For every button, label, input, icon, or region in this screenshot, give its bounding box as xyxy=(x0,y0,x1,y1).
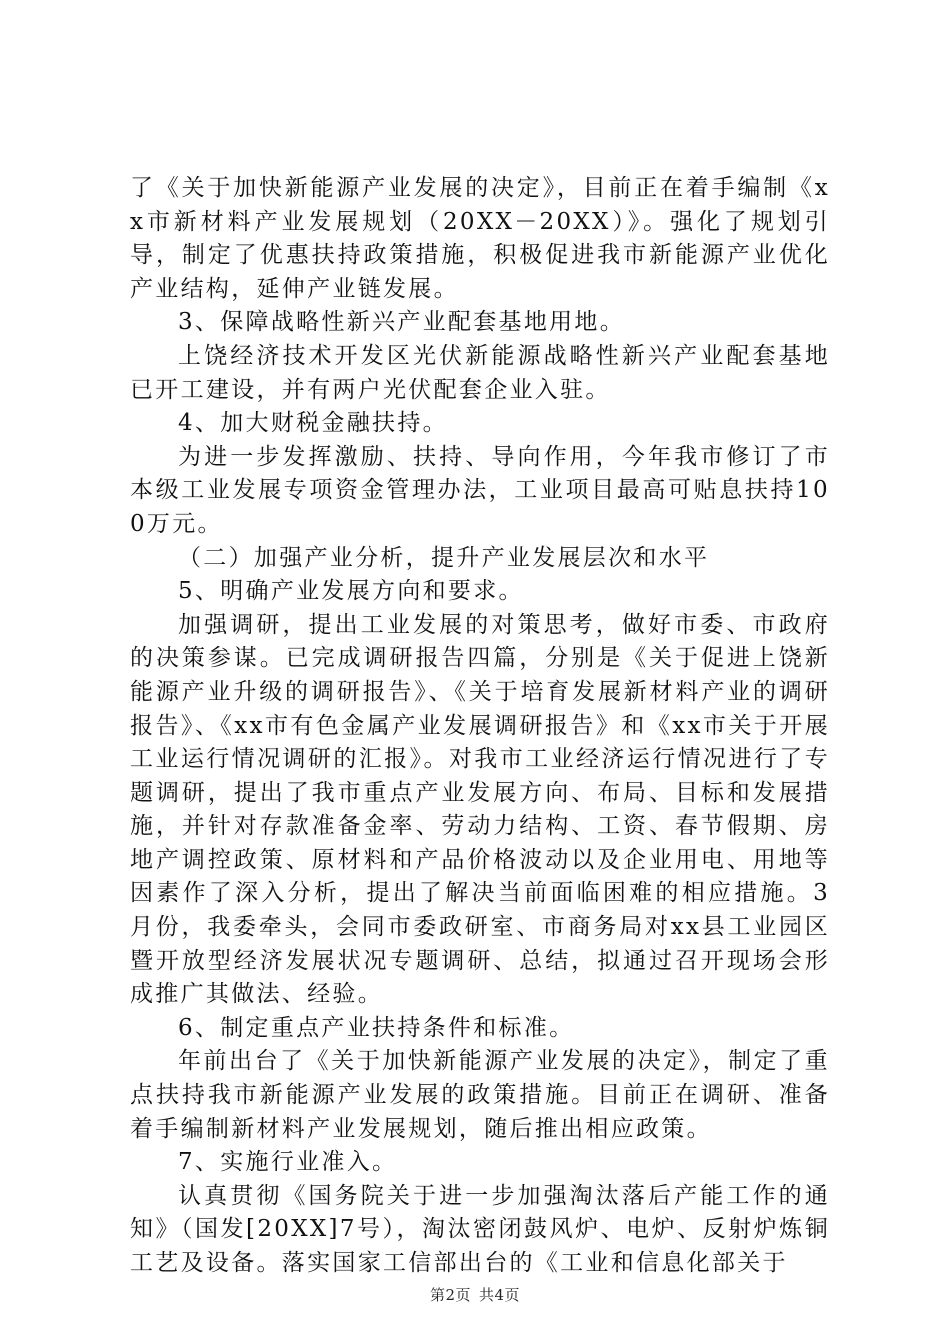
document-body xyxy=(130,172,830,1281)
paragraph: 认真贯彻《国务院关于进一步加强淘汰落后产能工作的通知》（国发[20XX]7号），淘汰密闭鼓风炉、电炉、反射炉炼铜工艺及设备。落实国家工信部出台的《工业和信息化部关于 xyxy=(130,1182,830,1276)
paragraph: 加强调研，提出工业发展的对策思考，做好市委、市政府的决策参谋。已完成调研报告四篇，分别是《关于促进上饶新能源产业升级的调研报告》、《关于培育发展新材料产业的调研报告》、《xx市有色金属产业发展调研报告》和《xx市关于开展工业运行情况调研的汇报》。对我市工业经济运行情况进行了专题调研，提出了我市重点产业发展方向、布局、目标和发展措施，并针对存款准备金率、劳动力结构、工资、春节假期、房地产调控政策、原材料和产品价格波动以及企业用电、用地等因素作了深入分析，提出了解决当前面临困难的相应措施。3月份，我委牵头，会同市委政研室、市商务局对xx县工业园区暨开放型经济发展状况专题调研、总结，拟通过召开现场会形成推广其做法、经验。 xyxy=(130,611,830,1008)
section-heading-7: 7、实施行业准入。 xyxy=(178,1149,398,1176)
page-footer xyxy=(0,1284,950,1305)
paragraph: 为进一步发挥激励、扶持、导向作用，今年我市修订了市本级工业发展专项资金管理办法，工业项目最高可贴息扶持100万元。 xyxy=(130,443,830,537)
paragraph: 上饶经济技术开发区光伏新能源战略性新兴产业配套基地已开工建设，并有两户光伏配套企业入驻。 xyxy=(130,342,830,403)
paragraph-continuation: 了《关于加快新能源产业发展的决定》，目前正在着手编制《xx市新材料产业发展规划（20XX－20XX）》。强化了规划引导，制定了优惠扶持政策措施，积极促进我市新能源产业优化产业结构，延伸产业链发展。 xyxy=(130,175,830,302)
section-heading-4: 4、加大财税金融扶持。 xyxy=(178,410,448,437)
page-number: 第2页 xyxy=(429,1286,471,1304)
section-heading-6: 6、制定重点产业扶持条件和标准。 xyxy=(178,1014,575,1041)
section-heading-5: 5、明确产业发展方向和要求。 xyxy=(178,578,524,605)
page-total: 共4页 xyxy=(479,1286,521,1304)
section-heading-3: 3、保障战略性新兴产业配套基地用地。 xyxy=(178,309,626,336)
section-heading-part-2: （二）加强产业分析，提升产业发展层次和水平 xyxy=(178,544,710,571)
paragraph: 年前出台了《关于加快新能源产业发展的决定》，制定了重点扶持我市新能源产业发展的政策措施。目前正在调研、准备着手编制新材料产业发展规划，随后推出相应政策。 xyxy=(130,1048,830,1142)
